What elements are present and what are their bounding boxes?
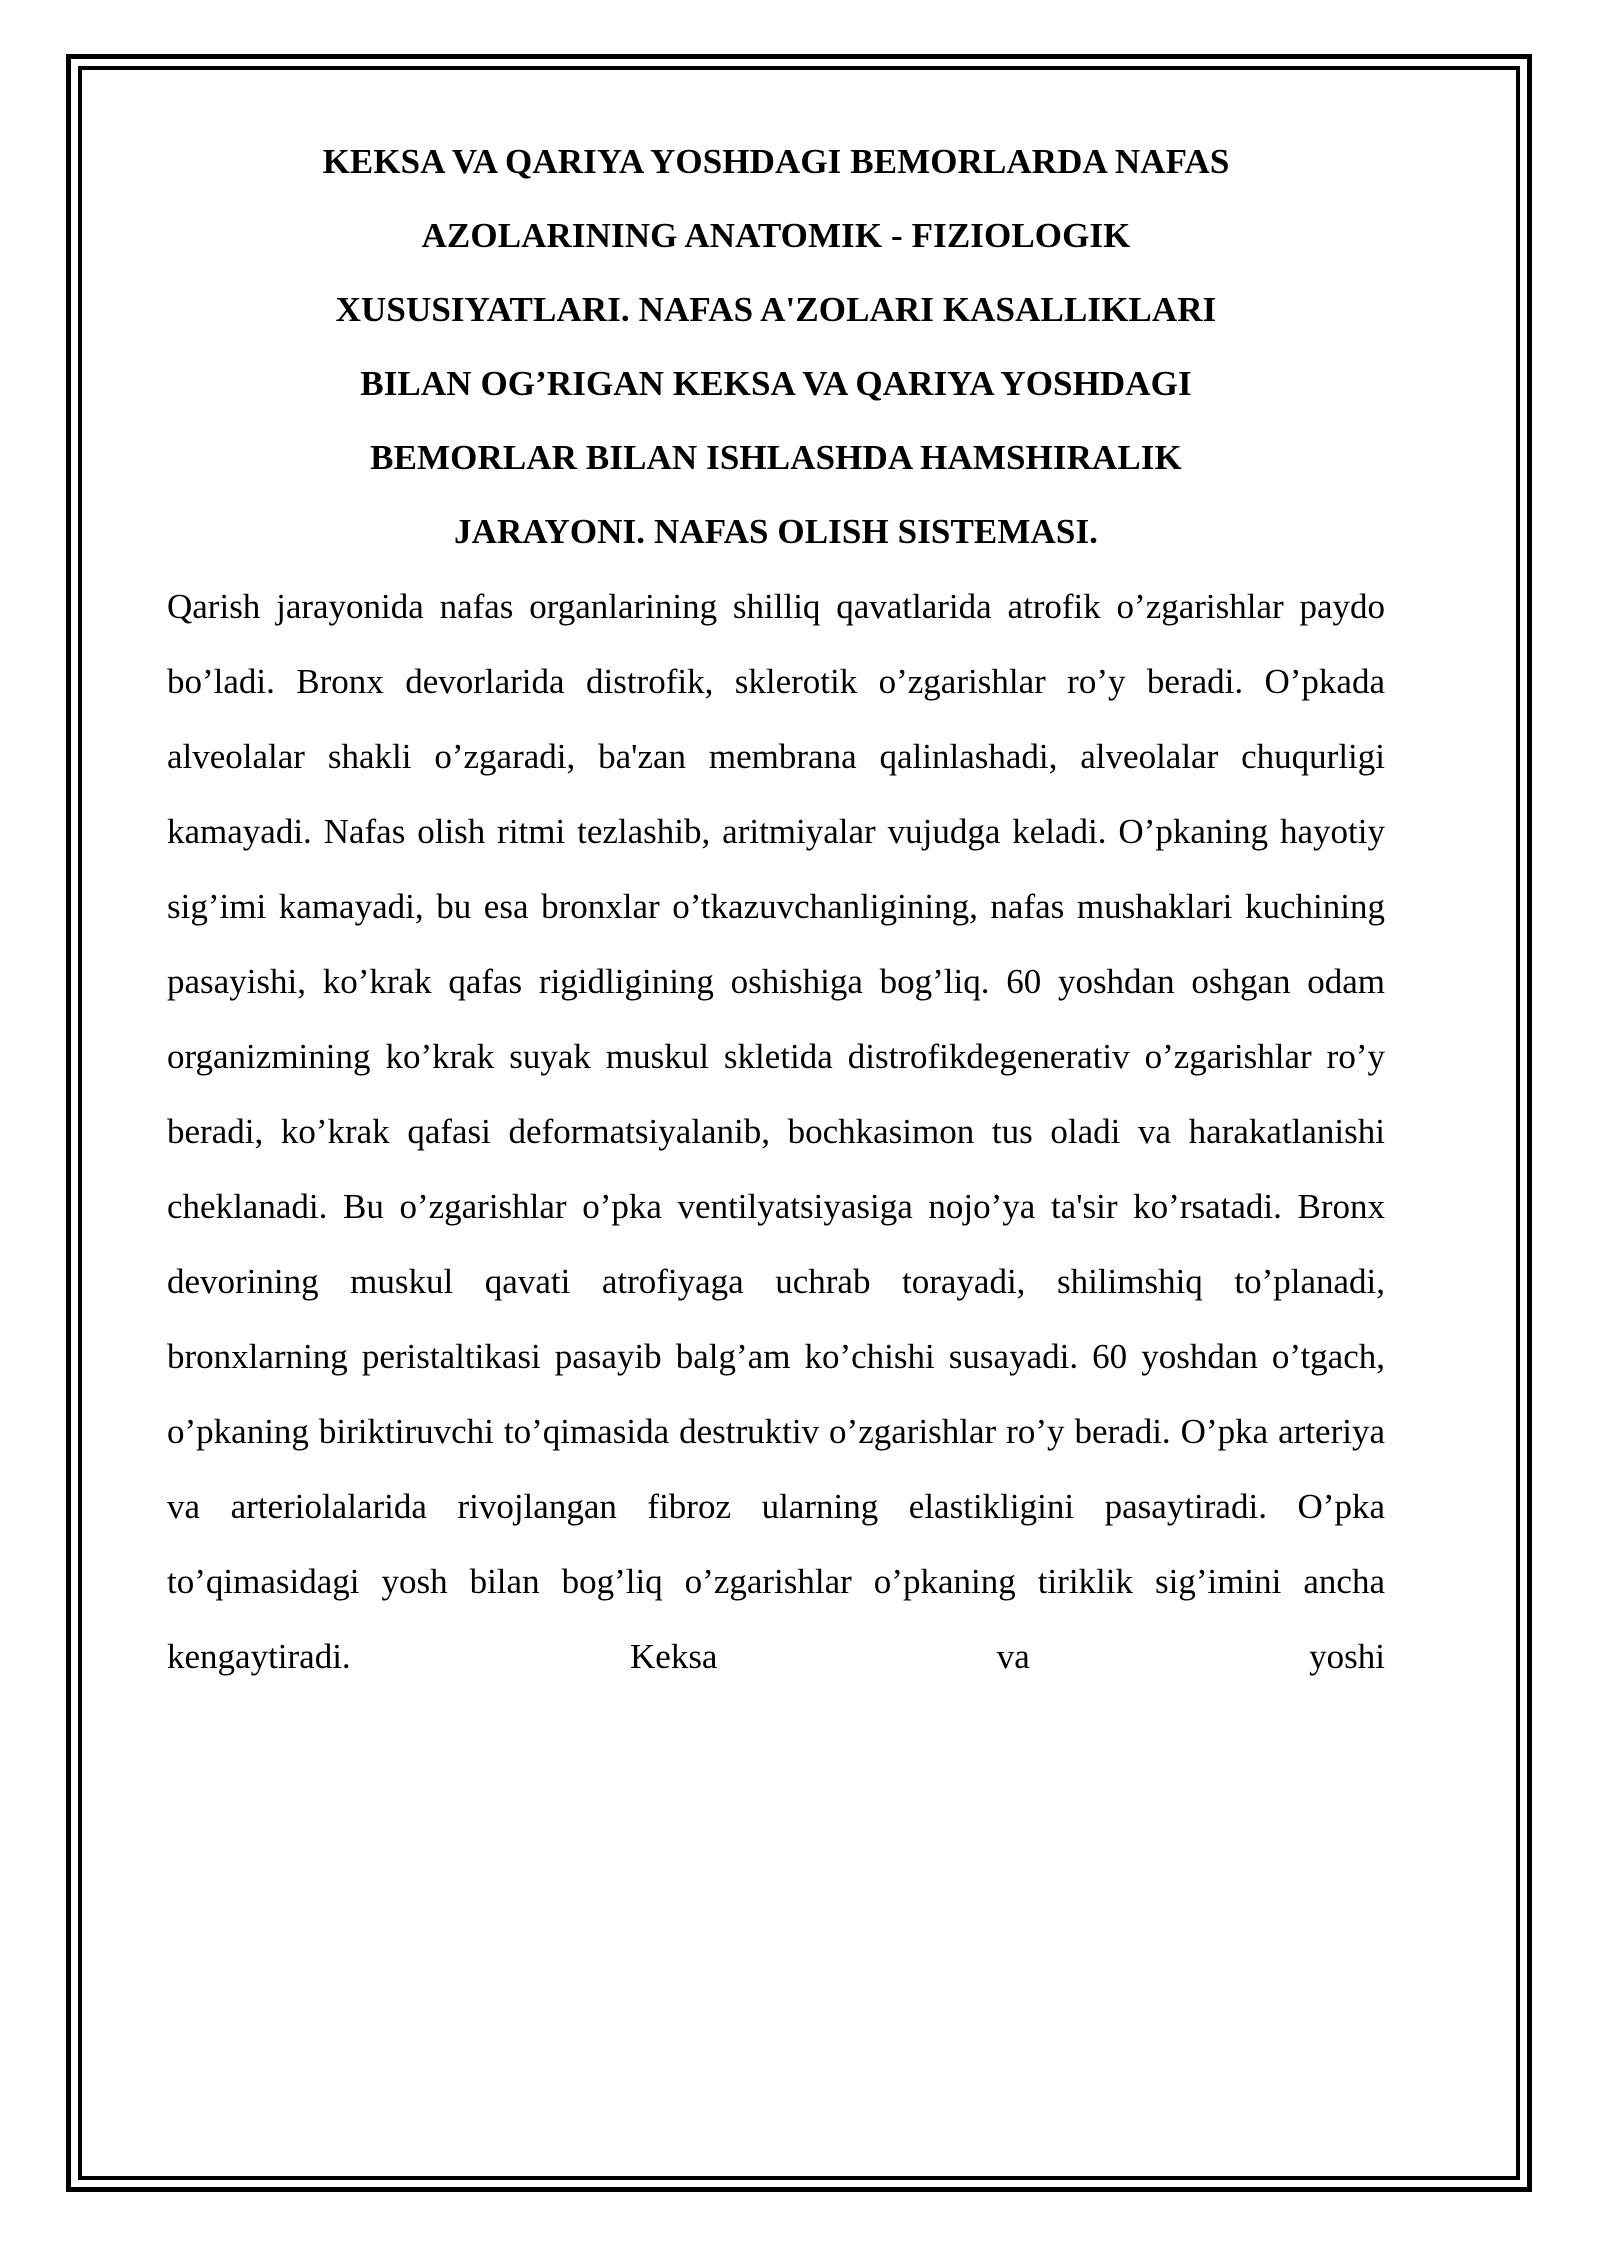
body-paragraph: Qarish jarayonida nafas organlarining shilliq qavatlarida atrofik o’zgarishlar paydo bo’ladi. Bronx devorlarida distrofik, sklerotik o’zgarishlar ro’y beradi. O’pkada alveolalar shakli o’zgaradi, ba'zan membrana qalinlashadi, alveolalar chuqurligi kamayadi. Nafas olish ritmi tezlashib, aritmiyalar vujudga keladi. O’pkaning hayotiy sig’imi kamayadi, bu esa bronxlar o’tkazuvchanligining, nafas mushaklari kuchining pasayishi, ko’krak qafas rigidligining oshishiga bog’liq. 60 yoshdan oshgan odam organizmining ko’krak suyak muskul skletida distrofikdegenerativ o’zgarishlar ro’y beradi, ko’krak qafasi deformatsiyalanib, bochkasimon tus oladi va harakatlanishi cheklanadi. Bu o’zgarishlar o’pka ventilyatsiyasiga nojo’ya ta'sir ko’rsatadi. Bronx devorining muskul qavati atrofiyaga uchrab torayadi, shilimshiq to’planadi, bronxlarning peristaltikasi pasayib balg’am ko’chishi susayadi. 60 yoshdan o’tgach, o’pkaning biriktiruvchi to’qimasida destruktiv o’zgarishlar ro’y beradi. O’pka arteriya va arteriolalarida rivojlangan fibroz ularning elastikligini pasaytiradi. O’pka to’qimasidagi yosh bilan bog’liq o’zgarishlar o’pkaning tiriklik sig’imini ancha kengaytiradi. Keksa va yoshi xyxy=(167,587,1385,1676)
title-line-4: BILAN OG’RIGAN KEKSA VA QARIYA YOSHDAGI xyxy=(360,364,1192,403)
page-frame-outer xyxy=(66,54,1532,2192)
title-line-3: XUSUSIYATLARI. NAFAS A'ZOLARI KASALLIKLARI xyxy=(335,290,1217,329)
title-line-5: BEMORLAR BILAN ISHLASHDA HAMSHIRALIK xyxy=(370,438,1182,477)
title-line-6: JARAYONI. NAFAS OLISH SISTEMASI. xyxy=(453,512,1099,551)
title-line-1: KEKSA VA QARIYA YOSHDAGI BEMORLARDA NAFAS xyxy=(322,142,1230,181)
page-title xyxy=(167,125,1385,569)
title-line-2: AZOLARINING ANATOMIK - FIZIOLOGIK xyxy=(421,216,1131,255)
document-content xyxy=(167,125,1385,1769)
page-frame-inner xyxy=(78,66,1520,2180)
